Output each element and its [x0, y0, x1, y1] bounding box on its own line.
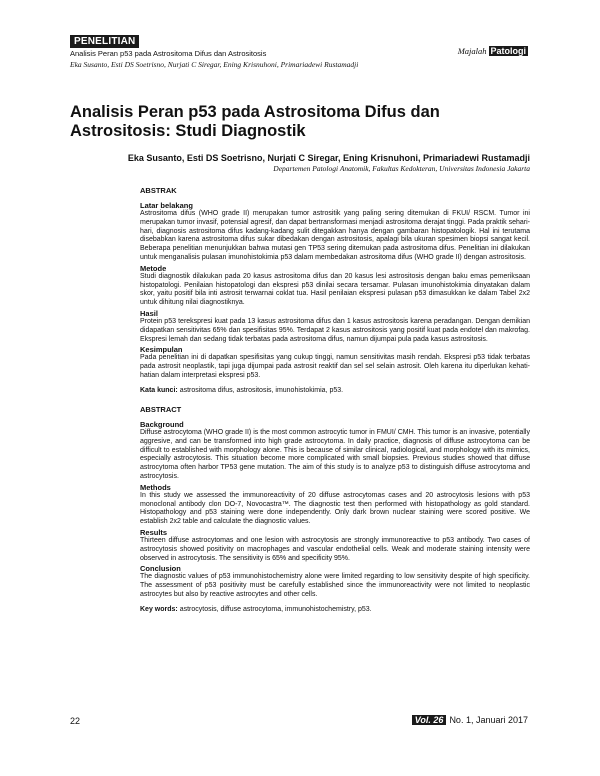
abstrak-section-text: Studi diagnostik dilakukan pada 20 kasus astrositoma difus dan 20 kasus lesi astrositosis dengan baku emas pemeriksaan histopatologi. Penilaian histopatologi dan ekspresi p53 dinilai secara tersamar. Pulasan imunohistokimia dinyatakan dalam skor, yaitu positif bila inti astrosit terwarnai coklat tua. Hasil penilaian ekspresi pulasan p53 dimasukkan ke dalam Tabel 2x2 untuk dihitung nilai diagnostiknya.: [140, 272, 530, 307]
abstract-section-title: Results: [140, 527, 168, 537]
abstract-section-title: Background: [140, 420, 184, 429]
section-tag: PENELITIAN: [70, 35, 139, 48]
abstract-section-text: The diagnostic values of p53 immunohistochemistry alone were limited regarding to low sensitivity despite of high specificity. The assessment of p53 positivity must be carefully established since the immunoreactivity were not limited to neoplastic astrocytes but also by reactive astrocytes and other cells.: [140, 573, 530, 598]
journal-name: Patologi: [490, 46, 526, 56]
abstrak-section-title: Metode: [140, 263, 167, 273]
journal-logo: [458, 46, 528, 56]
keywords-text: astrositoma difus, astrositosis, imunohistokimia, p53.: [179, 386, 344, 394]
abstract-block: [140, 405, 530, 613]
abstract-section-text: Diffuse astrocytoma (WHO grade II) is the most common astrocytic tumor in FMUI/ CMH. This tumor is an invasive, potentially aggresive, and can be transformed into high grade astrocytoma. In daily practice, diagnosis of diffuse astrocytoma can be difficult to established with morphology alone. This is because of similar clinical, radiological, and morphology with its mimics, especially astrocytosis. This situation become more complicated with small biopsies. Previous studies showed that diffuse astrocytoma often harbor TP53 gene mutation. The aim of this study is to analyze p53 to distinguish diffuse astrocytoma and astrocytosis.: [140, 429, 530, 480]
abstract-section-text: In this study we assessed the immunoreactivity of 20 diffuse astrocytomas cases and 20 astrocytosis lesions with p53 monoclonal antibody clon DO-7, Novocastra™. The diagnostic test then performed with histopathology as gold standard. Histopathology and p53 staining were done independently. Only dark brown nuclear staining were scored positive. We establish 2x2 table and calculate the diagnostic values.: [140, 491, 530, 526]
abstrak-block: [140, 186, 530, 394]
article-title: Analisis Peran p53 pada Astrositoma Difus dan Astrositosis: Studi Diagnostik: [70, 103, 440, 140]
volume-info: [412, 715, 528, 725]
running-authors: Eka Susanto, Esti DS Soetrisno, Nurjati C Siregar, Ening Krisnuhoni, Primariadewi Rustamadji: [70, 60, 359, 69]
abstrak-keywords: [140, 387, 530, 394]
abstract-section-title: Methods: [140, 482, 171, 492]
keywords-label: Key words:: [140, 605, 178, 613]
issue-text: No. 1, Januari 2017: [449, 715, 528, 725]
page-number: 22: [70, 716, 81, 726]
journal-prefix: Majalah: [457, 46, 487, 56]
abstract-section-text: Thirteen diffuse astrocytomas and one lesion with astrocytosis are strongly immunoreactive to p53 antibody. Two cases of astrocytosis showed positivity on macrophages and vascular endothelial cells. Weak and moderate staining intensity were observed in astrocytosis. The sensitivity is 65% and specificity 95%.: [140, 536, 530, 562]
abstract-heading: ABSTRACT: [140, 405, 182, 414]
running-title: Analisis Peran p53 pada Astrositoma Difus dan Astrositosis: [70, 49, 267, 58]
affiliation: Departemen Patologi Anatomik, Fakultas Kedokteran, Universitas Indonesia Jakarta: [273, 164, 530, 173]
abstrak-section-text: Pada penelitian ini di dapatkan spesifisitas yang cukup tinggi, namun sensitivitas masih rendah. Ekspresi p53 tidak terbatas pada astrosit neoplastik, tapi juga dijumpai pada astrosit reaktif dan sel sel selain astrosit. Oleh karena itu diperlukan kehati-hatian dalam interpretasi ekspresi p53.: [140, 354, 530, 379]
abstract-section-title: Conclusion: [140, 564, 181, 574]
abstrak-section-title: Hasil: [140, 308, 158, 318]
keywords-text: astrocytosis, diffuse astrocytoma, immunohistochemistry, p53.: [179, 605, 372, 613]
volume-box: Vol. 26: [412, 715, 447, 725]
abstrak-heading: ABSTRAK: [140, 186, 177, 195]
abstrak-section-text: Protein p53 terekspresi kuat pada 13 kasus astrositoma difus dan 1 kasus astrositosis karena peradangan. Dengan demikian didapatkan sensitivitas 65% dan spesifisitas 95%. Terdapat 2 kasus astrositosis yang positif kuat pada endotel dan makrofag. Ekspresi lemah dan sedang tidak terbatas pada astrositoma difus, namun dijumpai pula pada kasus astrositosis.: [140, 317, 530, 343]
abstract-keywords: [140, 606, 530, 613]
abstrak-section-title: Kesimpulan: [140, 345, 183, 355]
abstrak-section-text: Astrositoma difus (WHO grade II) merupakan tumor astrositik yang paling sering ditemukan di FKUI/ RSCM. Tumor ini merupakan tumor invasif, potensial agresif, dan dapat bertransformasi menjadi astrositoma derajat tinggi. Pada praktik sehari-hari, diagnosis astrositoma difus kadang-kadang sulit ditegakkan hanya dengan gambaran histopatologik. Hal ini terutama disebabkan karena astrositoma difus sukar dibedakan dengan astrositosis, apalagi bila ukuran spesimen biopsi sangat kecil. Beberapa penelitian menunjukkan bahwa mutasi gen TP53 sering ditemukan pada astrositoma difus. Penelitian ini dilakukan untuk menganalisis pulasan imunohistokimia p53 dalam membedakan astrositoma difus (WHO grade II) dengan astrositosis.: [140, 210, 530, 261]
keywords-label: Kata kunci:: [140, 386, 178, 394]
abstrak-section-title: Latar belakang: [140, 201, 193, 210]
article-authors: Eka Susanto, Esti DS Soetrisno, Nurjati C Siregar, Ening Krisnuhoni, Primariadewi Rustamadji: [127, 153, 530, 163]
